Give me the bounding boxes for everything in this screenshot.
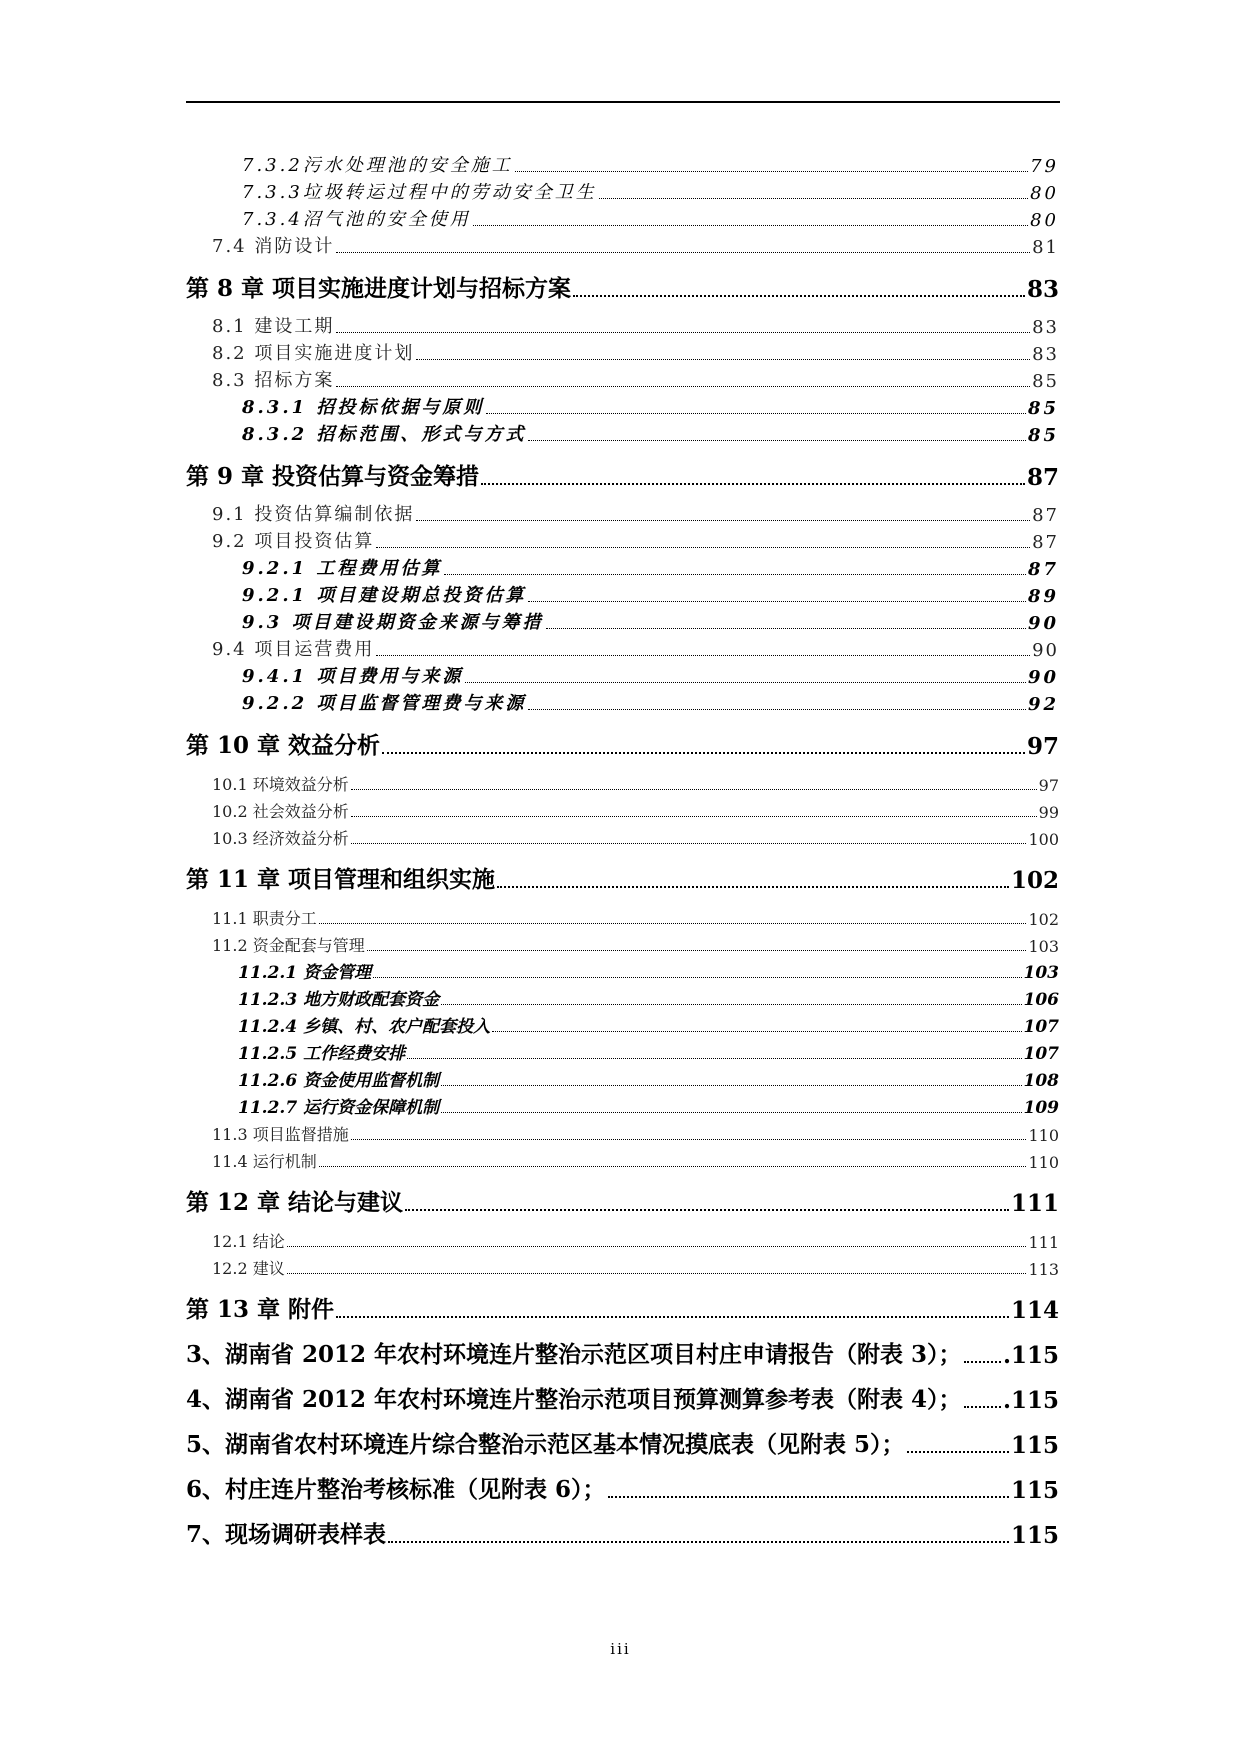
toc-entry-title: 9.1 投资估算编制依据: [212, 504, 415, 525]
toc-entry-page: 103: [1023, 963, 1059, 983]
dot-leader: [319, 1166, 1027, 1167]
toc-entry-page: 99: [1038, 803, 1059, 822]
dot-leader: [515, 171, 1028, 172]
toc-entry-page: 85: [1027, 398, 1059, 419]
dot-leader: [964, 1406, 1001, 1408]
toc-entry-page: 85: [1027, 425, 1059, 446]
toc-entry-page: 83: [1026, 276, 1059, 303]
toc-entry-page: 87: [1027, 559, 1059, 580]
toc-entry-title: 9.2.1 项目建设期总投资估算: [242, 585, 527, 606]
toc-entry-page: 90: [1027, 667, 1059, 688]
toc-entry-title: 8.1 建设工期: [212, 316, 335, 337]
dot-leader: [405, 1209, 1009, 1211]
toc-entry[interactable]: [186, 499, 1059, 526]
toc-entry-title: 11.2.3 地方财政配套资金: [238, 990, 440, 1010]
dot-leader: [336, 1316, 1009, 1318]
toc-entry-title: 6、村庄连片整治考核标准（见附表 6）；: [186, 1476, 606, 1503]
toc-entry-title: 第 10 章 效益分析: [186, 732, 381, 759]
toc-entry[interactable]: [186, 1037, 1059, 1064]
toc-entry-title: 10.2 社会效益分析: [212, 802, 349, 821]
dot-leader: [416, 359, 1030, 360]
toc-entry[interactable]: [186, 392, 1059, 419]
toc-entry[interactable]: [186, 1225, 1059, 1252]
page-number: iii: [610, 1640, 631, 1658]
toc-entry-page: 80: [1030, 210, 1059, 231]
toc-entry-title: 8.2 项目实施进度计划: [212, 343, 415, 364]
toc-entry-title: 第 12 章 结论与建议: [186, 1189, 404, 1216]
toc-entry-title: 11.3 项目监督措施: [212, 1125, 349, 1144]
toc-entry[interactable]: [186, 580, 1059, 607]
toc-entry-title: 第 13 章 附件: [186, 1296, 335, 1323]
dot-leader: [465, 682, 1026, 683]
dot-leader: [497, 886, 1009, 888]
dot-leader: [444, 574, 1026, 575]
toc-entry-page: 102: [1010, 867, 1059, 894]
toc-entry[interactable]: [186, 150, 1059, 177]
toc-entry-page: 83: [1032, 344, 1059, 365]
dot-leader: [367, 950, 1027, 951]
dot-leader: [351, 843, 1027, 844]
toc-entry-title: 7.3.4沼气池的安全使用: [242, 209, 471, 230]
dot-leader: [319, 923, 1027, 924]
dot-leader: [416, 520, 1030, 521]
toc-entry-page: 83: [1032, 317, 1059, 338]
toc-entry[interactable]: [186, 338, 1059, 365]
toc-entry[interactable]: [186, 661, 1059, 688]
toc-entry-page: 115: [1010, 1522, 1059, 1549]
dot-leader: [382, 752, 1025, 754]
dot-leader: [907, 1451, 1009, 1453]
toc-entry-title: 11.2.1 资金管理: [238, 963, 372, 983]
toc-entry-page: 81: [1032, 237, 1059, 258]
toc-entry[interactable]: [186, 768, 1059, 795]
dot-leader: [599, 198, 1028, 199]
toc-entry-title: 8.3.2 招标范围、形式与方式: [242, 424, 527, 445]
toc-entry-page: 87: [1026, 464, 1059, 491]
toc-entry-title: 7、现场调研表样表: [186, 1521, 387, 1548]
toc-entry[interactable]: [186, 204, 1059, 231]
toc-entry-title: 9.2.1 工程费用估算: [242, 558, 443, 579]
toc-entry[interactable]: [186, 553, 1059, 580]
toc-entry-title: 9.4.1 项目费用与来源: [242, 666, 464, 687]
toc-entry-title: 9.4 项目运营费用: [212, 639, 375, 660]
toc-entry[interactable]: [186, 956, 1059, 983]
toc-entry-page: 110: [1028, 1153, 1059, 1172]
toc-entry-title: 9.2 项目投资估算: [212, 531, 375, 552]
toc-entry[interactable]: [186, 902, 1059, 929]
dot-leader: [336, 386, 1030, 387]
toc-entry[interactable]: [186, 419, 1059, 446]
dot-leader: [528, 601, 1026, 602]
toc-entry[interactable]: [186, 311, 1059, 338]
dot-leader: [287, 1273, 1027, 1274]
toc-entry-title: 3、湖南省 2012 年农村环境连片整治示范区项目村庄申请报告（附表 3）；: [186, 1341, 962, 1368]
toc-entry[interactable]: [186, 929, 1059, 956]
dot-leader: [376, 547, 1030, 548]
dot-leader: [481, 483, 1025, 485]
toc-entry[interactable]: [186, 1292, 1059, 1324]
toc-entry-title: 5、湖南省农村环境连片综合整治示范区基本情况摸底表（见附表 5）；: [186, 1431, 905, 1458]
toc-entry-title: 7.3.2污水处理池的安全施工: [242, 155, 513, 176]
toc-entry-title: 12.1 结论: [212, 1232, 285, 1251]
dot-leader: [573, 295, 1025, 297]
toc-entry-page: 110: [1028, 1126, 1059, 1145]
toc-entry-page: 113: [1028, 1260, 1059, 1279]
toc-entry-title: 11.1 职责分工: [212, 909, 317, 928]
toc-entry-title: 10.1 环境效益分析: [212, 775, 349, 794]
toc-entry-page: 92: [1027, 694, 1059, 715]
dot-leader: [546, 628, 1026, 629]
toc-entry-title: 7.3.3垃圾转运过程中的劳动安全卫生: [242, 182, 597, 203]
toc-entry-title: 11.2.4 乡镇、村、农户配套投入: [238, 1017, 491, 1037]
dot-leader: [486, 413, 1026, 414]
dot-leader: [336, 332, 1030, 333]
dot-leader: [351, 1139, 1027, 1140]
dot-leader: [492, 1031, 1021, 1032]
dot-leader: [336, 252, 1030, 253]
toc-entry[interactable]: [186, 983, 1059, 1010]
dot-leader: [287, 1246, 1027, 1247]
toc-entry[interactable]: [186, 728, 1059, 760]
header-rule: [186, 101, 1060, 103]
dot-leader: [441, 1085, 1021, 1086]
toc-entry[interactable]: [186, 822, 1059, 849]
toc-entry[interactable]: [186, 862, 1059, 894]
dot-leader: [407, 1058, 1021, 1059]
toc-entry-page: 102: [1028, 910, 1059, 929]
toc-entry-title: 10.3 经济效益分析: [212, 829, 349, 848]
toc-entry-page: .115: [1002, 1342, 1059, 1369]
toc-entry-title: 第 11 章 项目管理和组织实施: [186, 866, 496, 893]
toc-entry[interactable]: [186, 1185, 1059, 1217]
toc-entry[interactable]: [186, 231, 1059, 258]
toc-entry[interactable]: [186, 1336, 1059, 1369]
toc-entry-page: 109: [1023, 1098, 1059, 1118]
toc-entry[interactable]: [186, 607, 1059, 634]
toc-entry[interactable]: [186, 634, 1059, 661]
toc-entry-page: 111: [1010, 1190, 1059, 1217]
dot-leader: [473, 225, 1028, 226]
toc-entry-title: 8.3.1 招投标依据与原则: [242, 397, 485, 418]
toc-entry-page: 106: [1023, 990, 1059, 1010]
toc-entry-page: 107: [1023, 1044, 1059, 1064]
dot-leader: [964, 1361, 1001, 1363]
dot-leader: [608, 1496, 1009, 1498]
toc-entry-title: 11.2.5 工作经费安排: [238, 1044, 406, 1064]
dot-leader: [376, 655, 1030, 656]
dot-leader: [388, 1541, 1009, 1543]
dot-leader: [441, 1112, 1021, 1113]
toc-entry[interactable]: [186, 1145, 1059, 1172]
toc-entry-title: 11.2.7 运行资金保障机制: [238, 1098, 440, 1118]
toc-entry-title: 9.3 项目建设期资金来源与筹措: [242, 612, 544, 633]
toc-entry-title: 8.3 招标方案: [212, 370, 335, 391]
toc-entry-title: 12.2 建议: [212, 1259, 285, 1278]
dot-leader: [441, 1004, 1021, 1005]
dot-leader: [351, 789, 1037, 790]
toc-entry-page: 97: [1026, 733, 1059, 760]
toc-entry-page: 87: [1032, 505, 1059, 526]
dot-leader: [351, 816, 1037, 817]
toc-entry-page: 115: [1010, 1477, 1059, 1504]
toc-entry-title: 7.4 消防设计: [212, 236, 335, 257]
toc-entry-page: 97: [1038, 776, 1059, 795]
dot-leader: [373, 977, 1021, 978]
toc-entry[interactable]: [186, 1426, 1059, 1459]
toc-entry-page: 100: [1028, 830, 1059, 849]
toc-entry-page: 90: [1032, 640, 1059, 661]
toc-entry-title: 11.2 资金配套与管理: [212, 936, 365, 955]
toc-entry-page: 79: [1030, 156, 1059, 177]
toc-entry-page: 89: [1027, 586, 1059, 607]
toc-entry-title: 11.2.6 资金使用监督机制: [238, 1071, 440, 1091]
toc-entry-page: 103: [1028, 937, 1059, 956]
toc-entry-title: 4、湖南省 2012 年农村环境连片整治示范项目预算测算参考表（附表 4）；: [186, 1386, 962, 1413]
dot-leader: [528, 709, 1026, 710]
toc-entry[interactable]: [186, 1516, 1059, 1549]
toc-entry[interactable]: [186, 177, 1059, 204]
toc-entry-page: 90: [1027, 613, 1059, 634]
toc-entry-title: 第 9 章 投资估算与资金筹措: [186, 463, 480, 490]
toc-entry-page: 80: [1030, 183, 1059, 204]
toc-entry-page: 85: [1032, 371, 1059, 392]
toc-entry[interactable]: [186, 1118, 1059, 1145]
toc-entry[interactable]: [186, 1381, 1059, 1414]
toc-entry[interactable]: [186, 526, 1059, 553]
table-of-contents: [186, 150, 1059, 1549]
toc-entry[interactable]: [186, 459, 1059, 491]
toc-entry-title: 第 8 章 项目实施进度计划与招标方案: [186, 275, 572, 302]
toc-entry-page: 107: [1023, 1017, 1059, 1037]
toc-entry[interactable]: [186, 688, 1059, 715]
toc-entry-title: 11.4 运行机制: [212, 1152, 317, 1171]
toc-entry[interactable]: [186, 1091, 1059, 1118]
toc-entry-page: .115: [1002, 1387, 1059, 1414]
toc-entry[interactable]: [186, 1064, 1059, 1091]
toc-entry-page: 111: [1028, 1233, 1059, 1252]
toc-entry-page: 115: [1010, 1432, 1059, 1459]
toc-entry[interactable]: [186, 1471, 1059, 1504]
toc-entry-page: 108: [1023, 1071, 1059, 1091]
toc-entry-title: 9.2.2 项目监督管理费与来源: [242, 693, 527, 714]
toc-entry[interactable]: [186, 1010, 1059, 1037]
toc-entry[interactable]: [186, 1252, 1059, 1279]
toc-entry[interactable]: [186, 271, 1059, 303]
toc-entry-page: 114: [1010, 1297, 1059, 1324]
dot-leader: [528, 440, 1026, 441]
toc-entry[interactable]: [186, 795, 1059, 822]
toc-entry[interactable]: [186, 365, 1059, 392]
toc-entry-page: 87: [1032, 532, 1059, 553]
